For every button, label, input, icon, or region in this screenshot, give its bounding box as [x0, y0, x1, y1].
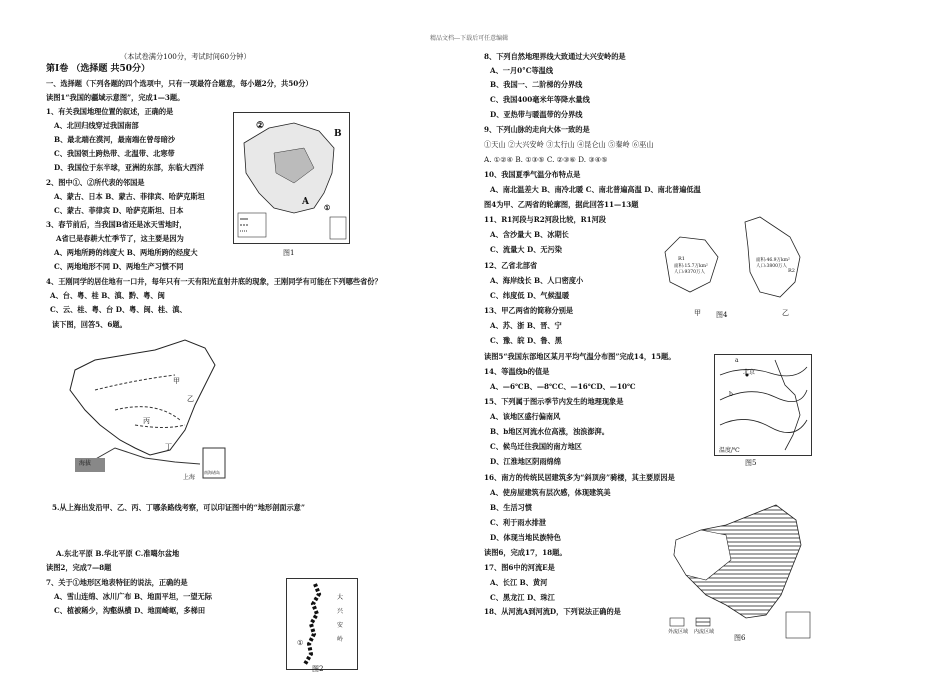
q3-line2: A省已是春耕大忙季节了，这主要是因为	[56, 234, 184, 243]
route-yi: 乙	[187, 395, 194, 403]
fig5-beijing: 北京	[743, 369, 756, 376]
q8-d: D、亚热带与暖温带的分界线	[490, 110, 583, 119]
q4-ab: A、台、粤、桂 B、滇、黔、粤、闽	[50, 291, 165, 300]
fig6-legend-outflow: 外流区域	[668, 629, 689, 635]
fig1-label-a: A	[302, 197, 309, 207]
section-title: 第Ⅰ卷 （选择题 共50分）	[46, 64, 151, 74]
read-2: 读下图，回答5、6题。	[52, 320, 127, 329]
q1-d: D、我国位于东半球，亚洲的东部，东临大西洋	[54, 163, 204, 172]
watermark: 精品文档---下载后可任意编辑	[430, 35, 509, 42]
q12-ab: A、海岸线长 B、人口密度小	[490, 276, 584, 285]
figure-5-map	[714, 354, 812, 456]
figure-2-map	[286, 578, 358, 670]
q5: 5.从上海出发沿甲、乙、丙、丁哪条路线考察，可以印证图中的“地形剖面示意”	[52, 503, 305, 512]
q9-items: ①天山 ②大兴安岭 ③太行山 ④昆仑山 ⑤秦岭 ⑥巫山	[484, 140, 654, 149]
q1-c: C、我国领土跨热带、北温带、北寒带	[54, 149, 175, 158]
route-ding: 丁	[165, 443, 172, 451]
q12-cd: C、纬度低 D、气候温暖	[490, 291, 570, 300]
route-shanghai: 上海	[183, 474, 196, 481]
fig4-yi-stats: 面积:46.9万km² 人口:3800万人	[756, 258, 790, 269]
q17: 17、图6中的河流E是	[484, 563, 555, 572]
q8-c: C、我国400毫米年等降水量线	[490, 95, 590, 104]
read-6: 读图6，完成17，18题。	[484, 548, 567, 557]
q11-ab: A、含沙量大 B、冰期长	[490, 230, 569, 239]
fig5-b: b	[729, 391, 733, 398]
fig2-label: 大 兴 安 岭	[337, 594, 344, 643]
q8-a: A、一月0°C等温线	[490, 66, 554, 75]
q5-options: A.东北平原 B.华北平原 C.准噶尔盆地	[56, 549, 180, 558]
fig4-r1: R1	[678, 256, 685, 262]
q13-cd: C、豫、皖 D、鲁、黑	[490, 336, 562, 345]
fig4-r2: R2	[788, 268, 795, 274]
q14: 14、等温线b的值是	[484, 367, 550, 376]
q13-ab: A、苏、浙 B、晋、宁	[490, 321, 562, 330]
route-south-sea: 南海诸岛	[204, 470, 220, 475]
q7-cd: C、植被稀少，沟壑纵横 D、地面崎岖，多梯田	[54, 606, 206, 615]
q2-cd: C、蒙古、菲律宾 D、哈萨克斯坦、日本	[54, 206, 184, 215]
q7-ab: A、雪山连绵、冰川广布 B、地面平坦，一望无际	[54, 592, 212, 601]
figure-2-caption: 图2	[312, 665, 324, 673]
q9: 9、下列山脉的走向大体一致的是	[484, 125, 590, 134]
q16-c: C、利于雨水排泄	[490, 518, 547, 527]
fig1-label-b: B	[334, 129, 342, 139]
q3-ab: A、两地所跨的纬度大 B、两地所跨的经度大	[54, 248, 198, 257]
q14-options: A、—6℃B、—8℃C、—16℃D、—10℃	[490, 382, 636, 391]
fig6-legend-inflow: 内流区域	[694, 629, 715, 635]
fig5-a: a	[735, 357, 739, 364]
fig5-unit: 温度/℃	[719, 447, 740, 454]
q15-b: B、b地区河流水位高涨，浊浪澎湃。	[490, 427, 609, 436]
read-4: 图4为甲、乙两省的轮廓图，据此回答11—13题	[484, 200, 639, 209]
q1-a: A、北回归线穿过我国南部	[54, 121, 139, 130]
instruction: 一、选择题（下列各题的四个选项中，只有一项最符合题意，每小题2分，共50分）	[46, 79, 313, 88]
q1: 1、有关我国地理位置的叙述，正确的是	[46, 107, 174, 116]
q17-cd: C、黑龙江 D、珠江	[490, 593, 555, 602]
figure-1-map	[233, 112, 350, 244]
q16: 16、南方的传统民居建筑多为“斜顶房”骑楼，其主要原因是	[484, 473, 675, 482]
q2: 2、图中①、②所代表的邻国是	[46, 178, 145, 187]
fig2-label-1: ①	[297, 639, 304, 647]
q10: 10、我国夏季气温分布特点是	[484, 170, 581, 179]
q4: 4、王刚同学的居住地有一口井，每年只有一天有阳光直射井底的现象，王刚同学有可能在下列哪些省份？	[46, 277, 382, 286]
exam-note: （本试卷满分100分，考试时间60分钟）	[120, 52, 251, 61]
figure-5-caption: 图5	[745, 459, 757, 467]
q7: 7、关于①地形区地表特征的说法，正确的是	[46, 578, 188, 587]
q15-d: D、江淮地区阴雨绵绵	[490, 457, 561, 466]
q11: 11、R1河段与R2河段比较，R1河段	[484, 215, 606, 224]
q8: 8、下列自然地理界线大致通过大兴安岭的是	[484, 52, 626, 61]
fig1-label-1: ①	[324, 203, 331, 212]
q12: 12、乙省北部省	[484, 261, 538, 270]
q1-b: B、最北端在漠河，最南端在曾母暗沙	[54, 135, 176, 144]
fig4-jia: 甲	[694, 309, 701, 317]
q16-d: D、体现当地民族特色	[490, 533, 561, 542]
figure-1-caption: 图1	[283, 249, 295, 257]
fig1-label-2: ②	[256, 121, 265, 131]
figure-6-map	[666, 500, 816, 640]
q13: 13、甲乙两省的简称分别是	[484, 306, 574, 315]
q9-options: A. ①②④ B. ①③⑤ C. ②③⑥ D. ③④⑤	[484, 155, 608, 164]
read-3: 读图2，完成7—8题	[46, 563, 112, 572]
read-1: 读图1“我国的疆域示意图”，完成1—3题。	[46, 93, 185, 102]
q18: 18、从河流A到河流D，下列说法正确的是	[484, 607, 621, 616]
q10-options: A、南北温差大 B、南冷北暖 C、南北普遍高温 D、南北普遍低温	[490, 185, 701, 194]
route-jia: 甲	[173, 377, 180, 385]
q15-c: C、候鸟迁往我国的南方地区	[490, 442, 582, 451]
q17-ab: A、长江 B、黄河	[490, 578, 548, 587]
q2-ab: A、蒙古、日本 B、蒙古、菲律宾、哈萨克斯坦	[54, 192, 205, 201]
q8-b: B、我国一、二阶梯的分界线	[490, 80, 583, 89]
figure-4-caption: 图4	[716, 311, 728, 319]
read-5: 读图5“我国东部地区某月平均气温分布图”完成14，15题。	[484, 352, 676, 361]
q15: 15、下列属于图示季节内发生的地理现象是	[484, 397, 624, 406]
route-altitude: 海拔	[79, 460, 92, 467]
route-bing: 丙	[143, 417, 150, 425]
fig4-yi: 乙	[782, 309, 789, 317]
q11-cd: C、流量大 D、无污染	[490, 245, 562, 254]
figure-6-caption: 图6	[734, 634, 746, 642]
q3-cd: C、两地地形不同 D、两地生产习惯不同	[54, 262, 184, 271]
q4-cd: C、云、桂、粤、台 D、粤、闽、桂、滇、	[50, 305, 187, 314]
q16-a: A、使房屋建筑有层次感，体现建筑美	[490, 488, 611, 497]
fig4-jia-stats: 面积:15.7万km² 人口:9370万人	[674, 264, 708, 275]
q16-b: B、生活习惯	[490, 503, 533, 512]
route-map	[55, 330, 235, 480]
q15-a: A、该地区盛行偏南风	[490, 412, 561, 421]
q3: 3、春节前后，当我国B省还是冰天雪地时，	[46, 220, 187, 229]
